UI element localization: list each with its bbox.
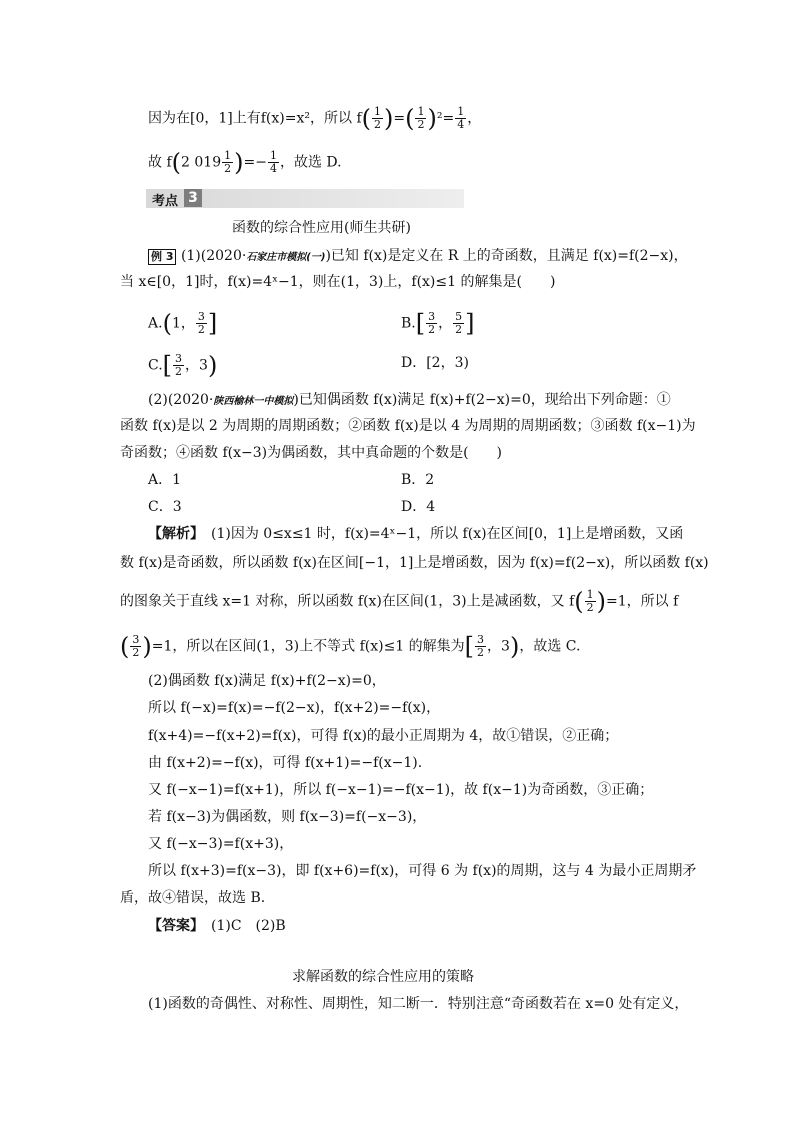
- analysis-tag: 【解析】: [148, 526, 197, 542]
- paren: (: [162, 309, 172, 338]
- example-tag: 例 3: [148, 249, 176, 265]
- numerator: 3: [477, 633, 485, 646]
- denominator: 2: [175, 365, 183, 378]
- numerator: 1: [224, 149, 232, 162]
- text-segment: =: [393, 110, 406, 127]
- fraction: [455, 106, 466, 131]
- text-segment: (1)C (2)B: [197, 918, 286, 934]
- text-segment: 因为在[0，1]上有: [148, 110, 261, 127]
- text-line: 又 f(−x−1)=f(x+1)，所以 f(−x−1)=−f(x−1)，故 f(x−1)为奇函数，③正确；: [148, 782, 654, 798]
- fraction: [415, 106, 426, 131]
- fraction: [173, 353, 184, 378]
- text-line: (2)偶函数 f(x)满足 f(x)+f(2−x)=0，: [148, 673, 386, 689]
- text-line: 盾，故④错误，故选 B.: [120, 890, 266, 906]
- paren: [: [464, 632, 475, 661]
- text-line: [148, 106, 481, 131]
- paren: ]: [207, 309, 218, 338]
- source-label: 陕西榆林一中模拟: [213, 396, 294, 407]
- option-letter: B.: [401, 315, 416, 332]
- numerator: 1: [457, 105, 465, 118]
- paren: ): [427, 104, 437, 133]
- paren: ): [509, 632, 520, 661]
- text-segment: 2 019: [181, 154, 222, 171]
- text-line: 所以 f(x+3)=f(x−3)，即 f(x+6)=f(x)，可得 6 为 f(x)的周期，这与 4 为最小正周期矛: [148, 863, 697, 879]
- text-line: 当 x∈[0，1]时，f(x)=4ˣ−1，则在(1，3)上，f(x)≤1 的解集是( ): [120, 274, 556, 290]
- analysis-line: [148, 524, 683, 544]
- text-line: (1)函数的奇偶性、对称性、周期性，知二断一．特别注意“奇函数若在 x=0 处有定义，: [148, 996, 689, 1012]
- text-segment: )已知偶函数 f(x)满足 f(x)+f(2−x)=0，现给出下列命题：①: [293, 392, 671, 408]
- text-line: 所以 f(−x)=f(x)=−f(2−x)，f(x+2)=−f(x)，: [148, 700, 441, 716]
- paren: ): [142, 632, 152, 661]
- option-c: [148, 353, 217, 378]
- text-segment: )已知 f(x)是定义在 R 上的奇函数，且满足 f(x)=f(2−x)，: [325, 248, 688, 264]
- denominator: 2: [477, 646, 485, 659]
- denominator: 2: [455, 323, 463, 336]
- numerator: 3: [428, 310, 436, 323]
- text-segment: f(x)=x²，所以 f: [260, 110, 362, 127]
- strategy-title: 求解函数的综合性应用的策略: [292, 969, 474, 985]
- text-segment: 的图象关于直线 x=1 对称，所以函数 f(x)在区间(1，3)上是减函数，又 f: [120, 593, 575, 610]
- denominator: 2: [374, 118, 381, 131]
- option-letter: A.: [148, 315, 163, 332]
- text-line: f(x+4)=−f(x+2)=f(x)，可得 f(x)的最小正周期为 4，故①错误，②正确；: [148, 728, 619, 744]
- text-line: 数 f(x)是奇函数，所以函数 f(x)在区间[−1，1]上是增函数，因为 f(x)=f(2−x)，所以函数 f(x): [120, 555, 709, 571]
- numerator: 1: [417, 105, 425, 118]
- text-segment: ，: [438, 315, 453, 332]
- text-line: 奇函数；④函数 f(x−3)为偶函数，其中真命题的个数是( ): [120, 445, 503, 461]
- answer-line: [148, 916, 286, 936]
- text-line: 若 f(x−3)为偶函数，则 f(x−3)=f(−x−3)，: [148, 809, 427, 825]
- text-segment: ，: [467, 110, 482, 127]
- fraction: [453, 311, 464, 336]
- paren: ): [596, 587, 607, 616]
- text-line: [148, 390, 671, 412]
- numerator: 3: [197, 310, 205, 323]
- option-b: [401, 311, 475, 336]
- text-segment: ²=: [436, 110, 455, 127]
- denominator: 2: [428, 323, 436, 336]
- denominator: 4: [457, 118, 465, 131]
- text-segment: ，3: [487, 638, 510, 655]
- section-number-badge: 3: [184, 189, 202, 207]
- text-segment: =1，所以 f: [606, 593, 679, 610]
- denominator: 2: [132, 646, 140, 659]
- text-line: 由 f(x+2)=−f(x)，可得 f(x+1)=−f(x−1).: [148, 755, 423, 771]
- numerator: 5: [455, 310, 463, 323]
- paren: ]: [465, 309, 475, 338]
- paren: (: [574, 587, 584, 616]
- text-segment: 1，: [171, 315, 195, 332]
- example-line: [148, 246, 688, 268]
- fraction: [585, 589, 596, 614]
- denominator: 2: [224, 162, 232, 175]
- paren: ): [207, 351, 218, 380]
- paren: [: [162, 351, 173, 380]
- text-line: 函数 f(x)是以 2 为周期的周期函数；②函数 f(x)是以 4 为周期的周期函数；③函数 f(x−1)为: [120, 418, 696, 434]
- denominator: 2: [197, 323, 205, 336]
- text-segment: (1)因为 0≤x≤1 时，f(x)=4ˣ−1，所以 f(x)在区间[0，1]上是增函数，又函: [197, 526, 684, 542]
- option-d: D．[2，3): [401, 355, 469, 371]
- fraction: [372, 106, 383, 131]
- option-b: B．2: [401, 472, 435, 488]
- section-label: 考点: [152, 194, 179, 209]
- paren: (: [120, 632, 130, 661]
- section-header-bar: [146, 189, 464, 208]
- fraction: [268, 150, 279, 175]
- fraction: [222, 150, 233, 175]
- numerator: 3: [175, 352, 183, 365]
- text-line: [120, 634, 580, 659]
- answer-tag: 【答案】: [148, 918, 197, 934]
- numerator: 1: [586, 588, 594, 601]
- numerator: 3: [132, 633, 140, 646]
- text-line: 又 f(−x−3)=f(x+3)，: [148, 836, 294, 852]
- numerator: 1: [374, 105, 381, 118]
- denominator: 2: [417, 118, 425, 131]
- denominator: 4: [269, 162, 277, 175]
- denominator: 2: [586, 601, 594, 614]
- paren: ): [384, 104, 394, 133]
- option-d: D．4: [401, 499, 436, 515]
- text-segment: 故 f: [148, 154, 172, 171]
- fraction: [475, 634, 486, 659]
- fraction: [196, 311, 207, 336]
- text-segment: ，3: [185, 357, 208, 374]
- option-letter: C.: [148, 357, 163, 374]
- paren: ): [234, 148, 244, 177]
- text-segment: ，故选 D.: [279, 154, 342, 171]
- fraction: [130, 634, 141, 659]
- text-line: [148, 150, 342, 175]
- paren: (: [405, 104, 415, 133]
- paren: [: [415, 309, 426, 338]
- text-segment: (1)(2020·: [180, 248, 247, 264]
- option-a: A．1: [148, 472, 182, 488]
- fraction: [426, 311, 437, 336]
- text-segment: (2)(2020·: [148, 392, 214, 408]
- paren: (: [361, 104, 371, 133]
- option-c: C．3: [148, 499, 182, 515]
- text-segment: =−: [243, 154, 267, 171]
- text-segment: =1，所以在区间(1，3)上不等式 f(x)≤1 的解集为: [151, 638, 465, 655]
- paren: (: [171, 148, 182, 177]
- source-label: 石家庄市模拟(一): [246, 252, 326, 263]
- section-title: 函数的综合性应用(师生共研): [232, 220, 411, 236]
- text-segment: ，故选 C.: [519, 638, 581, 655]
- text-line: [120, 589, 678, 614]
- option-a: [148, 311, 217, 336]
- numerator: 1: [269, 149, 277, 162]
